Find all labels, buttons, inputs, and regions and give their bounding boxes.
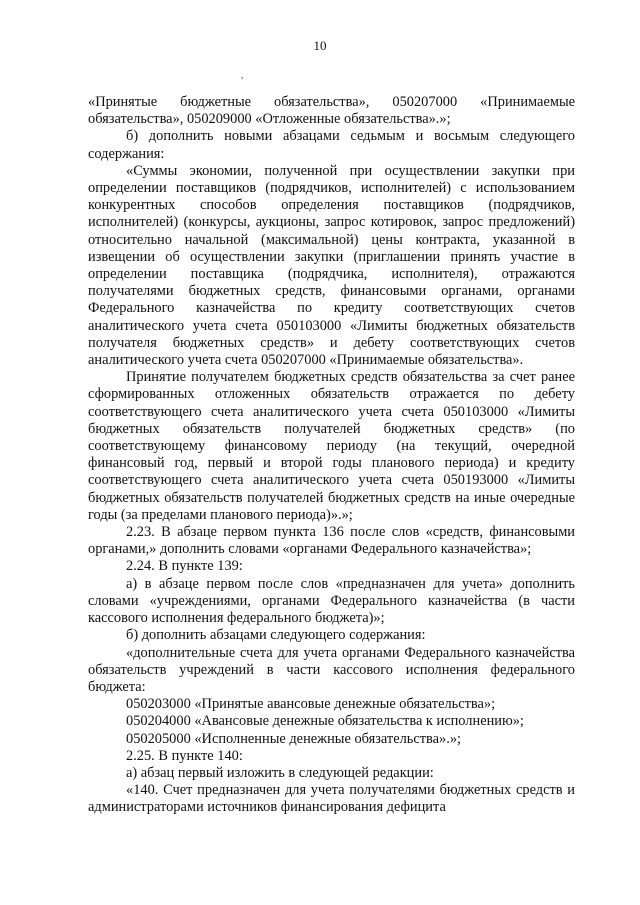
paragraph: 050205000 «Исполненные денежные обязательства».»; xyxy=(126,730,462,747)
stray-mark: , xyxy=(241,70,244,81)
paragraph: 2.23. В абзаце первом пункта 136 после слов «средств, финансовыми органами,» дополнить словами «органами Федерального казначейства»; xyxy=(88,524,575,558)
paragraph: б) дополнить абзацами следующего содержания: xyxy=(126,627,426,644)
paragraph: «Принятые бюджетные обязательства», 050207000 «Принимаемые обязательства», 050209000 «Отложенные обязательства».»; xyxy=(88,94,575,128)
paragraph: 050203000 «Принятые авансовые денежные обязательства»; xyxy=(126,696,496,713)
paragraph: 050204000 «Авансовые денежные обязательства к исполнению»; xyxy=(126,713,524,730)
page-number: 10 xyxy=(313,38,327,53)
paragraph: «Суммы экономии, полученной при осуществлении закупки при определении поставщиков (подрядчиков, исполнителей) с использованием конкурентных способов определения поставщиков (подрядчиков, исполнителей) (конкурсы, аукционы, запрос котировок, запрос предложений) относительно начальной (максимальной) цены контракта, указанной в извещении об осуществлении закупки (приглашении принять участие в определении поставщика (подрядчика, исполнителя), отражаются получателями бюджетных средств, финансовыми органами, органами Федерального казначейства по кредиту соответствующих счетов аналитического учета счета 050103000 «Лимиты бюджетных обязательств получателя бюджетных средств» и дебету соответствующих счетов аналитического учета счета 050207000 «Принимаемые обязательства». xyxy=(88,162,575,369)
paragraph: б) дополнить новыми абзацами седьмым и восьмым следующего содержания: xyxy=(88,128,575,162)
paragraph: а) в абзаце первом после слов «предназначен для учета» дополнить словами «учреждениями, органами Федерального казначейства (в части кассового исполнения федерального бюджета)»; xyxy=(88,575,575,627)
paragraph: Принятие получателем бюджетных средств обязательства за счет ранее сформированных отложенных обязательств отражается по дебету соответствующего счета аналитического учета счета 050103000 «Лимиты бюджетных обязательств получателей бюджетных средств» (по соответствующему финансовому периоду (на текущий, очередной финансовый год, первый и второй годы планового периода) и кредиту соответствующего счета аналитического учета счета 050193000 «Лимиты бюджетных обязательств получателей бюджетных средств на иные очередные годы (за пределами планового периода)».»; xyxy=(88,369,575,523)
document-body xyxy=(88,94,575,817)
paragraph: «дополнительные счета для учета органами Федерального казначейства обязательств учреждений в части кассового исполнения федерального бюджета: xyxy=(88,644,575,695)
paragraph: 2.25. В пункте 140: xyxy=(126,747,243,764)
paragraph: 2.24. В пункте 139: xyxy=(126,558,243,575)
paragraph: а) абзац первый изложить в следующей редакции: xyxy=(126,764,434,781)
paragraph: «140. Счет предназначен для учета получателями бюджетных средств и администраторами источников финансирования дефицита xyxy=(88,782,575,816)
